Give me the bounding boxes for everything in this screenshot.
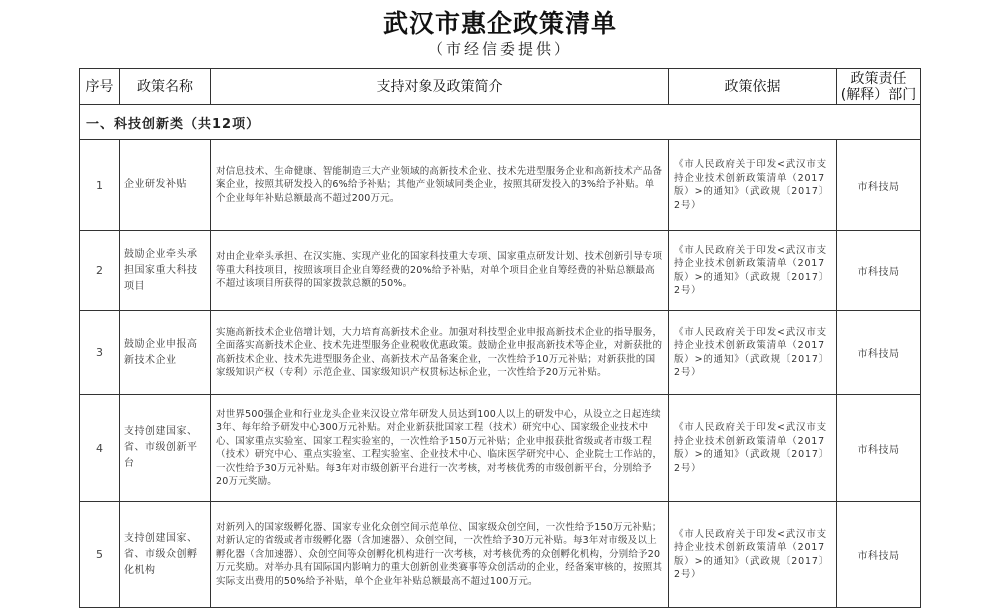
header-seq: 序号 bbox=[80, 69, 120, 105]
policy-basis: 《市人民政府关于印发<武汉市支持企业技术创新政策清单（2017版）>的通知》（武政规〔2017〕2号） bbox=[669, 395, 837, 502]
policy-name: 企业研发补贴 bbox=[120, 140, 211, 231]
document-subtitle: （市经信委提供） bbox=[427, 40, 572, 58]
header-summary: 支持对象及政策简介 bbox=[211, 69, 669, 105]
policy-name: 鼓励企业申报高新技术企业 bbox=[120, 311, 211, 395]
header-dept bbox=[837, 69, 921, 105]
policy-description: 对新列入的国家级孵化器、国家专业化众创空间示范单位、国家级众创空间，一次性给予150万元补贴；对新认定的省级或者市级孵化器（含加速器）、众创空间，一次性给予30万元补贴。每3年对市级及以上孵化器（含加速器）、众创空间等众创孵化机构进行一次考核，对考核优秀的众创孵化机构，分别给予20万元奖励。对举办具有国际国内影响力的重大创新创业类赛事等众创活动的企业，经备案审核的，按照其实际支出费用的50%给予补贴，单个企业年补贴总额最高不超过100万元。 bbox=[211, 502, 669, 608]
responsible-dept: 市科技局 bbox=[837, 502, 921, 608]
policy-basis: 《市人民政府关于印发<武汉市支持企业技术创新政策清单（2017版）>的通知》（武政规〔2017〕2号） bbox=[669, 311, 837, 395]
responsible-dept: 市科技局 bbox=[837, 311, 921, 395]
table-row bbox=[80, 140, 921, 231]
responsible-dept: 市科技局 bbox=[837, 140, 921, 231]
policy-name: 支持创建国家、省、市级创新平台 bbox=[120, 395, 211, 502]
policy-basis: 《市人民政府关于印发<武汉市支持企业技术创新政策清单（2017版）>的通知》（武政规〔2017〕2号） bbox=[669, 231, 837, 311]
document-title: 武汉市惠企政策清单 bbox=[382, 9, 617, 38]
table-row bbox=[80, 395, 921, 502]
policy-description: 实施高新技术企业倍增计划，大力培育高新技术企业。加强对科技型企业申报高新技术企业的指导服务，全面落实高新技术企业、技术先进型服务企业税收优惠政策。鼓励企业申报高新技术等企业，对新获批的高新技术企业、技术先进型服务企业、高新技术产品备案企业，一次性给予10万元补贴；对新获批的国家级知识产权（专利）示范企业、国家级知识产权贯标达标企业，一次性给予20万元补贴。 bbox=[211, 311, 669, 395]
policy-table bbox=[79, 68, 921, 608]
responsible-dept: 市科技局 bbox=[837, 395, 921, 502]
header-dept-line2: (解释）部门 bbox=[840, 86, 917, 103]
header-basis: 政策依据 bbox=[669, 69, 837, 105]
policy-basis: 《市人民政府关于印发<武汉市支持企业技术创新政策清单（2017版）>的通知》（武政规〔2017〕2号） bbox=[669, 140, 837, 231]
row-number: 2 bbox=[80, 231, 120, 311]
policy-name: 支持创建国家、省、市级众创孵化机构 bbox=[120, 502, 211, 608]
policy-basis: 《市人民政府关于印发<武汉市支持企业技术创新政策清单（2017版）>的通知》（武政规〔2017〕2号） bbox=[669, 502, 837, 608]
responsible-dept: 市科技局 bbox=[837, 231, 921, 311]
row-number: 5 bbox=[80, 502, 120, 608]
table-header-row bbox=[80, 69, 921, 105]
row-number: 3 bbox=[80, 311, 120, 395]
table-row bbox=[80, 311, 921, 395]
row-number: 4 bbox=[80, 395, 120, 502]
header-dept-line1: 政策责任 bbox=[850, 70, 907, 87]
row-number: 1 bbox=[80, 140, 120, 231]
policy-description: 对信息技术、生命健康、智能制造三大产业领域的高新技术企业、技术先进型服务企业和高新技术产品备案企业，按照其研发投入的6%给予补贴；其他产业领域同类企业，按照其研发投入的3%给予补贴。单个企业每年补贴总额最高不超过200万元。 bbox=[211, 140, 669, 231]
table-row bbox=[80, 502, 921, 608]
section-title: 一、科技创新类（共12项） bbox=[80, 105, 921, 140]
policy-name: 鼓励企业牵头承担国家重大科技项目 bbox=[120, 231, 211, 311]
section-row bbox=[80, 105, 921, 140]
policy-description: 对由企业牵头承担、在汉实施、实现产业化的国家科技重大专项、国家重点研发计划、技术创新引导专项等重大科技项目，按照该项目企业自筹经费的20%给予补贴，对单个项目企业自筹经费的补贴总额最高不超过该项目所获得的国家拨款总额的50%。 bbox=[211, 231, 669, 311]
policy-description: 对世界500强企业和行业龙头企业来汉设立常年研发人员达到100人以上的研发中心，从设立之日起连续3年、每年给予研发中心300万元补贴。对企业新获批国家工程（技术）研究中心、国家级企业技术中心、国家重点实验室、国家工程实验室的，一次性给予150万元补贴；企业申报获批省级或者市级工程（技术）研究中心、重点实验室、工程实验室、企业技术中心、临床医学研究中心、企业院士工作站的，一次性给予30万元补贴。每3年对市级创新平台进行一次考核，对考核优秀的市级创新平台，分别给予20万元奖励。 bbox=[211, 395, 669, 502]
header-policy-name: 政策名称 bbox=[120, 69, 211, 105]
table-row bbox=[80, 231, 921, 311]
